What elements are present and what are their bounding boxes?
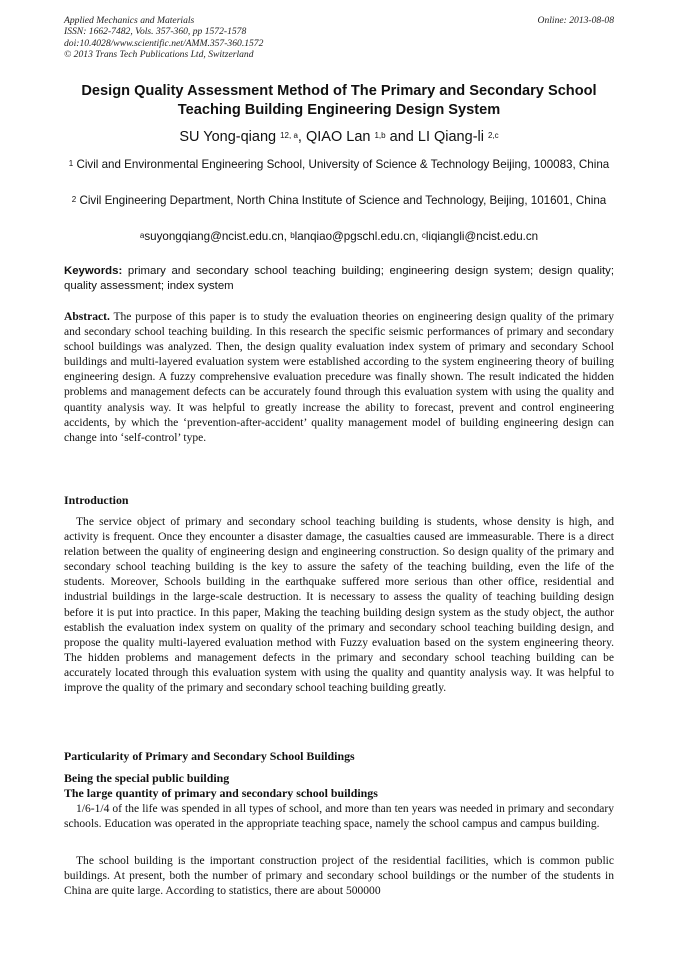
email-a-sup: a	[139, 231, 145, 240]
affiliation-1-text: Civil and Environmental Engineering School, University of Science & Technology Beijing, 100083, China	[76, 158, 610, 171]
author-and: and	[389, 129, 414, 145]
affiliation-2-sup: 2	[71, 195, 77, 204]
author-2: QIAO Lan	[305, 129, 371, 145]
email-c-sup: c	[421, 231, 426, 240]
body-paragraph-1: 1/6-1/4 of the life was spended in all types of school, and more than ten years was needed in primary and secondary schools. Education was operated in the appropriate teaching space, namely the school campus and campus building.	[64, 803, 614, 831]
keywords-text: primary and secondary school teaching building; engineering design system; design quality; quality assessment; index system	[64, 265, 614, 293]
author-2-sup: 1,b	[374, 131, 386, 140]
particularity-heading: Particularity of Primary and Secondary School Buildings	[64, 749, 355, 763]
affiliation-1	[64, 157, 614, 172]
abstract-block	[64, 310, 614, 446]
introduction-paragraph: The service object of primary and secondary school teaching building is students, whose density is high, and activity is frequent. Once they encounter a disaster damage, the casualties caused are immeasurable. There is a direct relation between the quality of engineering design and engineering construction. So design quality of the primary and secondary school teaching building is the key to assure the safety of the teaching building, even the life of the students. Moreover, Schools building in the earthquake suffered more serious than other office, residential and industrial buildings in the large-scale destruction. It is necessary to assess the quality of teaching building design before it is put into practice. In this paper, Making the teaching building design system as the study object, the author establish the evaluation index system on quality of the primary and secondary school teaching building design, and propose the quality multi-layered evaluation method with Fuzzy evaluation based on the system engineering theory. The hidden problems and management defects in the primary and secondary school teaching building can be accurately located through this evaluation system with using the quality and quantity analysis way. It was helpful to improve the quality of the primary and secondary school teaching building greatly.	[64, 516, 614, 695]
doi-line: doi:10.4028/www.scientific.net/AMM.357-360.1572	[64, 37, 264, 49]
email-b-sup: b	[290, 231, 295, 240]
author-3-sup: 2,c	[488, 131, 499, 140]
journal-name: Applied Mechanics and Materials	[64, 15, 195, 26]
email-line	[64, 229, 614, 245]
email-b: lanqiao@pgschl.edu.cn,	[294, 230, 419, 243]
journal-header	[64, 15, 263, 61]
subheading-large-quantity: The large quantity of primary and secondary school buildings	[64, 786, 378, 800]
author-3: LI Qiang-li	[417, 129, 484, 145]
email-c: liqiangli@ncist.edu.cn	[425, 230, 539, 243]
body-paragraph-2: The school building is the important construction project of the residential facilities, which is common public buildings. At present, both the number of primary and secondary school buildings or the number of the students in China are quite large. According to statistics, there are about 500000	[64, 855, 614, 898]
introduction-heading: Introduction	[64, 493, 129, 507]
affiliation-1-sup: 1	[68, 159, 74, 168]
keywords-label: Keywords:	[64, 265, 123, 277]
copyright-line: © 2013 Trans Tech Publications Ltd, Switzerland	[64, 49, 254, 61]
author-list: SU Yong-qiang $^{12, a}$, QIAO Lan $^{1,b}$ and LI Qiang-li $^{2,c}$	[179, 129, 499, 145]
abstract-text: The purpose of this paper is to study the evaluation theories on engineering design quality of the primary and secondary school teaching building. In this research the specific seismic performances of primary and secondary school buildings was analyzed. Then, the design quality evaluation index system of primary and secondary School buildings and multi-layered evaluation system were established according to the system engineering theory of builing engineering design. A fuzzy comprehensive evaluation precedure was finally shown. The result indicated the hidden problems and management defects can be accurately found through this evaluation system with using the quality and quantity analysis way. It was helpful to greatly increase the ability to forecast, prevent and control engineering accidents, by which the ‘prevention-after-accident’ quality management model of building engineering design can change into ‘self-control’ type.	[64, 311, 614, 444]
affiliation-2-text: Civil Engineering Department, North China Institute of Science and Technology, Beijing, 101601, China	[79, 194, 607, 207]
abstract-label: Abstract.	[64, 311, 110, 323]
author-1-sup: 12, a	[280, 131, 298, 140]
subheading-special-public-building: Being the special public building	[64, 771, 230, 785]
issn-line: ISSN: 1662-7482, Vols. 357-360, pp 1572-1578	[64, 26, 247, 38]
keywords-block	[64, 264, 614, 295]
paper-title: Design Quality Assessment Method of The Primary and Secondary School Teaching Building Engineering Design System	[81, 83, 597, 118]
online-date: Online: 2013-08-08	[537, 15, 614, 26]
author-1: SU Yong-qiang	[179, 129, 277, 145]
email-a: suyongqiang@ncist.edu.cn,	[144, 230, 287, 243]
affiliation-2	[64, 193, 614, 208]
